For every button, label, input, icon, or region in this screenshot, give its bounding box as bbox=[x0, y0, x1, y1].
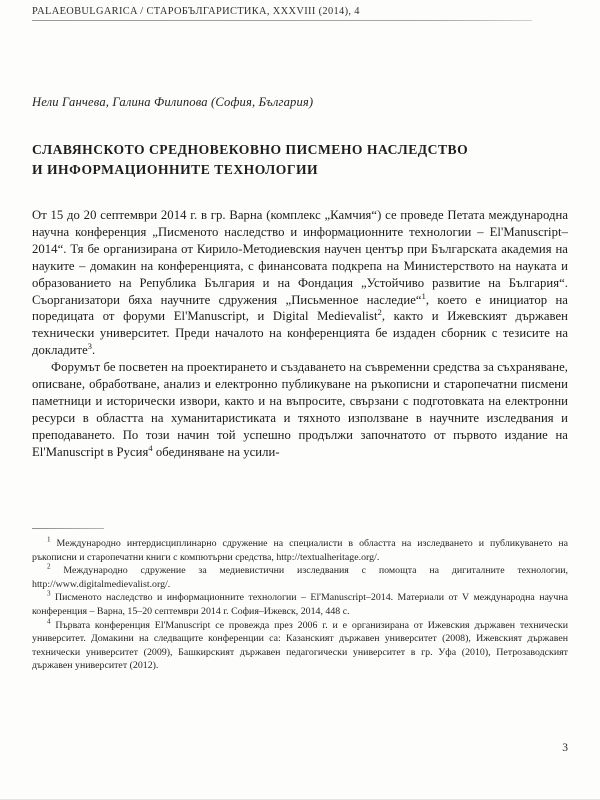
running-head-rule bbox=[32, 20, 532, 21]
body-paragraph-2-segment-2: обединяване на усили- bbox=[152, 444, 280, 459]
page-number: 3 bbox=[562, 742, 568, 754]
body-paragraph-1-segment-1: От 15 до 20 септември 2014 г. в гр. Варна (комплекс „Камчия“) се проведе Петата международна научна конференция „Писменото наследство и информационните технологии – El'Manuscript–2014“. Тя бе организирана от Кирило-Методиевския научен център при Българската академия на науките – домакин на конференцията, с финансовата подкрепа на Министерството на науката и образованието на Република България и на Фондация „Устойчиво развитие на България“. Съорганизатори бяха научните сдружения „Письменное наследие“ bbox=[32, 208, 568, 307]
body-paragraph-2-segment-1: Форумът бе посветен на проектирането и създаването на съвременни средства за съхраняване, описване, обработване, анализ и електронно публикуване на ръкописни и старопечатни писмени паметници и исторически извори, както и на въпросите, свързани с подготовката на електронни ресурси в областта на хуманитаристиката и тяхното използване в научните изследвания и преподаването. По този начин той успешно продължи започнатото от първото издание на El'Manuscript в Русия bbox=[32, 360, 568, 459]
footnote-marker-4[interactable]: 4 bbox=[47, 617, 51, 626]
footnote-item bbox=[32, 564, 568, 591]
footnote-reference-2[interactable]: 2 bbox=[377, 308, 382, 318]
footnote-reference-4[interactable]: 4 bbox=[148, 443, 153, 453]
running-head bbox=[32, 6, 568, 21]
footnote-marker-3[interactable]: 3 bbox=[47, 590, 51, 599]
footnote-item bbox=[32, 619, 568, 673]
footnote-reference-3[interactable]: 3 bbox=[87, 342, 93, 352]
body-paragraph-1-segment-3: , както и Ижевският държавен технически университет. Преди началото на конференцията бе издаден сборник с тезисите на докладите bbox=[32, 309, 568, 358]
article-title-line-1: СЛАВЯНСКОТО СРЕДНОВЕКОВНО ПИСМЕНО НАСЛЕДСТВО bbox=[32, 142, 469, 158]
article-authors: Нели Ганчева, Галина Филипова (София, България) bbox=[32, 95, 314, 109]
footnote-marker-2[interactable]: 2 bbox=[47, 562, 51, 571]
footnote-text-2: Международно сдружение за медиевистични изследвания с помощта на дигиталните технологии, http://www.digitalmedievalist.org/. bbox=[32, 565, 568, 590]
body-paragraph-1 bbox=[32, 207, 568, 359]
footnote-list bbox=[32, 537, 568, 673]
footnote-text-4: Първата конференция El'Manuscript се провежда през 2006 г. и е организирана от Ижевския държавен технически университет. Домакини на следващите конференции са: Казанският държавен университет (2008), Ижевският държавен технически университет (2009), Башкирският държавен педагогически университет в гр. Уфа (2010), Петрозаводският държавен университет (2012). bbox=[32, 619, 568, 672]
footnote-text-3: Писменото наследство и информационните технологии – El'Manuscript–2014. Материали от V международна научна конференция – Варна, 15–20 септември 2014 г. София–Ижевск, 2014, 448 с. bbox=[32, 592, 568, 617]
article-title bbox=[32, 140, 552, 179]
footnote-separator-rule bbox=[32, 528, 104, 529]
page-folio bbox=[0, 742, 568, 754]
footnote-item bbox=[32, 591, 568, 618]
body-paragraph-1-segment-2: , което е инициатор на поредицата от форуми El'Manuscript, и Digital Medievalist bbox=[32, 292, 568, 324]
footnote-text-1: Международно интердисциплинарно сдружение на специалисти в областта на изследването и публикуването на ръкописни и старопечатни книги с компютърни средства, http://textualheritage.org/. bbox=[32, 538, 568, 563]
footnote-reference-1[interactable]: 1 bbox=[421, 291, 426, 301]
running-head-text: PALAEOBULGARICA / СТАРОБЪЛГАРИСТИКА, XXXVIII (2014), 4 bbox=[32, 6, 360, 17]
footnote-marker-1[interactable]: 1 bbox=[47, 535, 51, 544]
article-title-line-2: И ИНФОРМАЦИОННИТЕ ТЕХНОЛОГИИ bbox=[32, 161, 319, 177]
body-paragraph-1-segment-4: . bbox=[92, 343, 96, 358]
body-paragraph-2 bbox=[32, 359, 568, 460]
article-body bbox=[32, 207, 568, 461]
footnote-item bbox=[32, 537, 568, 564]
